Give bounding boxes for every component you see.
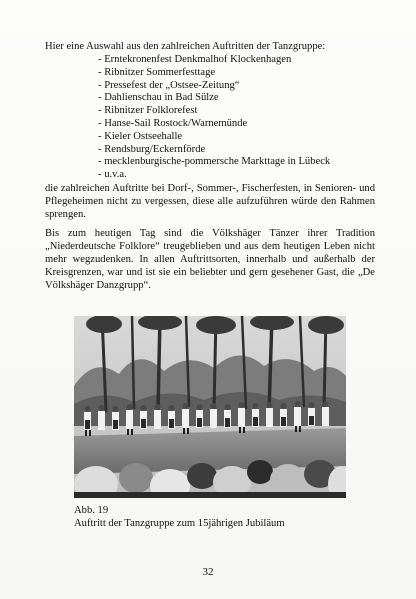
page-number: 32 (202, 566, 214, 578)
dance-group-photo (74, 316, 346, 498)
list-item: - mecklenburgische-pommersche Markttage in Lübeck (98, 156, 330, 169)
list-item: - u.v.a. (98, 169, 330, 182)
list-item: - Rendsburg/Eckernförde (98, 144, 330, 157)
figure-caption: Auftritt der Tanzgruppe zum 15jährigen Jubiläum (74, 518, 285, 529)
figure-number: Abb. 19 (74, 505, 109, 516)
intro-text: Hier eine Auswahl aus den zahlreichen Auftritten der Tanzgruppe: (45, 41, 326, 52)
list-item: - Kieler Ostseehalle (98, 131, 330, 144)
event-list (98, 54, 330, 182)
paragraph-2: Bis zum heutigen Tag sind die Völkshäger Tänzer ihrer Tradition „Niederdeutsche Folklore“ treugeblieben und aus dem heutigen Leben nicht mehr wegzudenken. In allen Auftrittsorten, innerhalb und außerhalb der Kreisgrenzen, war und ist sie ein beliebter und gern gesehener Gast, die „De Völkshäger Danzgrupp“. (45, 228, 375, 291)
paragraph-1: die zahlreichen Auftritte bei Dorf-, Sommer-, Fischerfesten, in Senioren- und Pflegeheimen nicht zu vergessen, diese alle aufzuführen würde den Rahmen sprengen. (45, 183, 375, 220)
list-item: - Ribnitzer Sommerfesttage (98, 67, 330, 80)
list-item: - Dahlienschau in Bad Sülze (98, 92, 330, 105)
list-item: - Hanse-Sail Rostock/Warnemünde (98, 118, 330, 131)
list-item: - Ribnitzer Folklorefest (98, 105, 330, 118)
photo-illustration (74, 316, 346, 498)
list-item: - Erntekronenfest Denkmalhof Klockenhagen (98, 54, 330, 67)
list-item: - Pressefest der „Ostsee-Zeitung“ (98, 80, 330, 93)
